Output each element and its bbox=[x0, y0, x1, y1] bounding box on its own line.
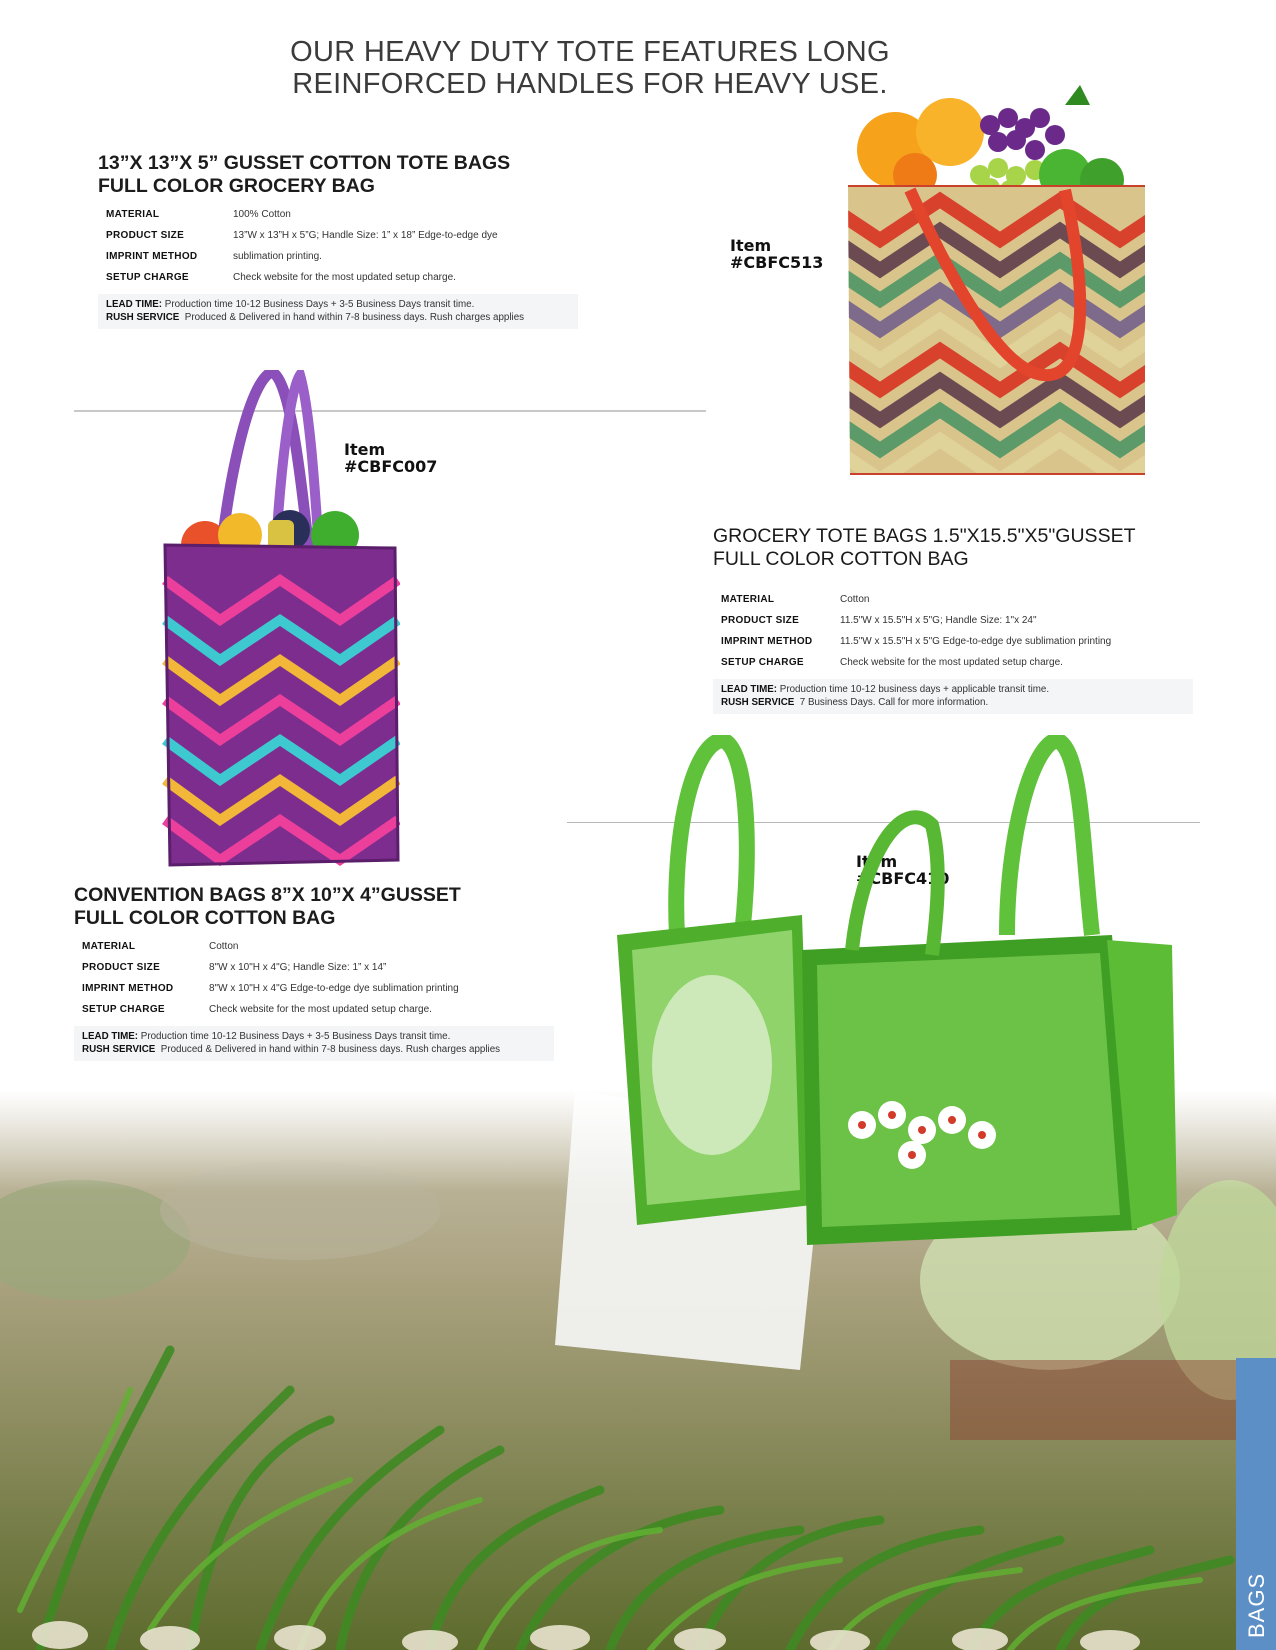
spec-row bbox=[713, 589, 1111, 610]
rush-service-line bbox=[82, 1044, 546, 1057]
product-title bbox=[74, 884, 554, 930]
purple-grocery-tote-image bbox=[160, 370, 400, 870]
section-side-tab-label: BAGS bbox=[1244, 1572, 1269, 1638]
spec-row bbox=[98, 246, 498, 267]
lead-time-box bbox=[713, 679, 1193, 714]
spec-row bbox=[74, 936, 459, 957]
spec-value: 11.5"W x 15.5"H x 5"G; Handle Size: 1"x 24" bbox=[840, 615, 1037, 626]
product-title bbox=[98, 152, 578, 198]
spec-label: IMPRINT METHOD bbox=[82, 983, 174, 994]
lead-time-box bbox=[74, 1026, 554, 1061]
spec-value: Check website for the most updated setup charge. bbox=[233, 272, 456, 283]
product-title-line-2: FULL COLOR COTTON BAG bbox=[74, 907, 336, 929]
product-title-line-1: CONVENTION BAGS 8”X 10”X 4”GUSSET bbox=[74, 884, 461, 906]
spec-label: MATERIAL bbox=[82, 941, 136, 952]
chevron-tote-bag-image bbox=[840, 80, 1170, 480]
spec-label: PRODUCT SIZE bbox=[721, 615, 800, 626]
spec-label: SETUP CHARGE bbox=[721, 657, 804, 668]
headline-line-2: REINFORCED HANDLES FOR HEAVY USE. bbox=[292, 68, 888, 100]
spec-value: 8"W x 10"H x 4"G Edge-to-edge dye sublimation printing bbox=[209, 983, 459, 994]
headline-line-1: OUR HEAVY DUTY TOTE FEATURES LONG bbox=[290, 36, 890, 68]
rush-service-line bbox=[721, 697, 1185, 710]
item-word: Item bbox=[730, 236, 772, 255]
rush-service-label: RUSH SERVICE bbox=[82, 1043, 156, 1055]
product-title-line-2: FULL COLOR COTTON BAG bbox=[713, 548, 969, 570]
lead-time-line bbox=[82, 1031, 546, 1044]
spec-label: PRODUCT SIZE bbox=[106, 230, 185, 241]
rush-service-label: RUSH SERVICE bbox=[721, 696, 795, 708]
spec-label: IMPRINT METHOD bbox=[106, 251, 198, 262]
spec-value: 8"W x 10"H x 4"G; Handle Size: 1” x 14” bbox=[209, 962, 387, 973]
item-word: Item bbox=[344, 440, 386, 459]
lead-time-text: Production time 10-12 business days + applicable transit time. bbox=[779, 684, 1050, 695]
spec-table bbox=[98, 204, 498, 288]
spec-value: 13”W x 13”H x 5”G; Handle Size: 1” x 18” Edge-to-edge dye bbox=[233, 230, 498, 241]
product-title-line-2: FULL COLOR GROCERY BAG bbox=[98, 175, 375, 197]
spec-value: sublimation printing. bbox=[233, 251, 322, 262]
rush-service-text: Produced & Delivered in hand within 7-8 business days. Rush charges applies bbox=[160, 1043, 501, 1055]
spec-label: SETUP CHARGE bbox=[106, 272, 189, 283]
spec-label: IMPRINT METHOD bbox=[721, 636, 813, 647]
spec-row bbox=[98, 204, 498, 225]
product-title-line-1: GROCERY TOTE BAGS 1.5"X15.5"X5"GUSSET bbox=[713, 525, 1136, 547]
rush-service-text: 7 Business Days. Call for more information. bbox=[799, 696, 989, 708]
item-word: Item bbox=[856, 852, 898, 871]
lead-time-label: LEAD TIME: bbox=[106, 299, 163, 310]
spec-value: Check website for the most updated setup charge. bbox=[840, 657, 1063, 668]
lead-time-text: Production time 10-12 Business Days + 3-5 Business Days transit time. bbox=[164, 299, 475, 310]
lead-time-box bbox=[98, 294, 578, 329]
lead-time-line bbox=[721, 684, 1185, 697]
spec-value: Cotton bbox=[209, 941, 239, 952]
product-block-cbfc007 bbox=[713, 525, 1193, 714]
rush-service-line bbox=[106, 312, 570, 325]
product-title-line-1: 13”X 13”X 5” GUSSET COTTON TOTE BAGS bbox=[98, 152, 511, 174]
spec-row bbox=[98, 267, 498, 288]
spec-label: MATERIAL bbox=[721, 594, 775, 605]
green-convention-bags-image bbox=[612, 735, 1182, 1255]
spec-table bbox=[74, 936, 459, 1020]
product-block-cbfc513 bbox=[98, 152, 578, 329]
rush-service-label: RUSH SERVICE bbox=[106, 311, 180, 323]
item-number: #CBFC410 bbox=[856, 869, 950, 888]
spec-row bbox=[713, 631, 1111, 652]
lead-time-text: Production time 10-12 Business Days + 3-5 Business Days transit time. bbox=[140, 1031, 451, 1042]
item-number: #CBFC007 bbox=[344, 457, 438, 476]
section-side-tab[interactable] bbox=[1236, 1358, 1276, 1650]
spec-label: SETUP CHARGE bbox=[82, 1004, 165, 1015]
spec-row bbox=[98, 225, 498, 246]
page-headline bbox=[240, 36, 940, 100]
spec-label: PRODUCT SIZE bbox=[82, 962, 161, 973]
spec-value: Cotton bbox=[840, 594, 870, 605]
lead-time-line bbox=[106, 299, 570, 312]
product-block-cbfc410 bbox=[74, 884, 554, 1061]
spec-row bbox=[74, 978, 459, 999]
spec-label: MATERIAL bbox=[106, 209, 160, 220]
spec-value: 100% Cotton bbox=[233, 209, 291, 220]
rush-service-text: Produced & Delivered in hand within 7-8 business days. Rush charges applies bbox=[184, 311, 525, 323]
spec-row bbox=[74, 999, 459, 1020]
lead-time-label: LEAD TIME: bbox=[82, 1031, 139, 1042]
product-title bbox=[713, 525, 1193, 571]
lead-time-label: LEAD TIME: bbox=[721, 684, 778, 695]
spec-value: 11.5"W x 15.5"H x 5"G Edge-to-edge dye sublimation printing bbox=[840, 636, 1112, 647]
item-label-cbfc513 bbox=[730, 237, 823, 271]
spec-row bbox=[713, 652, 1111, 673]
spec-table bbox=[713, 589, 1111, 673]
spec-row bbox=[74, 957, 459, 978]
item-number: #CBFC513 bbox=[730, 253, 824, 272]
spec-value: Check website for the most updated setup charge. bbox=[209, 1004, 432, 1015]
spec-row bbox=[713, 610, 1111, 631]
